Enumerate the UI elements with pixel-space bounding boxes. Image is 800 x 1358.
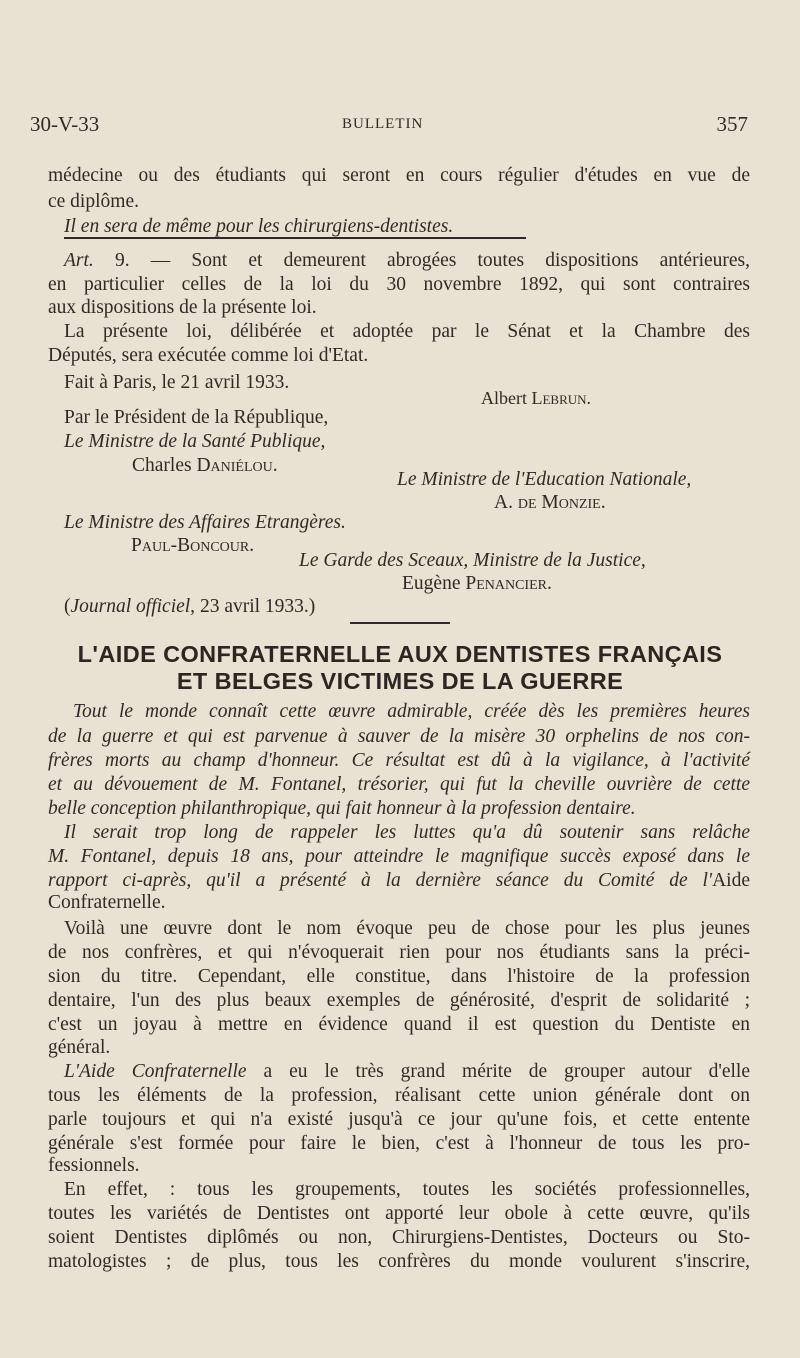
body-line: fessionnels.: [48, 1155, 140, 1176]
page-header: [30, 112, 748, 142]
journal-date: 23 avril 1933.): [195, 596, 316, 617]
signature-last-name: Penancier.: [465, 573, 552, 594]
body-line: toutes les variétés de Dentistes ont apporté leur obole à cette œuvre, qu'ils: [48, 1203, 750, 1224]
body-line: soient Dentistes diplômés ou non, Chirurgiens-Dentistes, Docteurs ou Sto-: [48, 1227, 750, 1248]
header-title: BULLETIN: [342, 116, 424, 132]
intro-italic-part: rapport ci-après, qu'il a présenté à la dernière séance du Comité de l': [48, 870, 713, 891]
article-title-line1: L'AIDE CONFRATERNELLE AUX DENTISTES FRANÇAIS: [77, 641, 723, 667]
body-line: Voilà une œuvre dont le nom évoque peu de chose pour les plus jeunes: [64, 918, 750, 939]
body-line: de nos confrères, et qui n'évoquerait rien pour nos étudiants sans la préci-: [48, 942, 750, 963]
text-line: aux dispositions de la présente loi.: [48, 297, 317, 318]
signature-last-name: de Monzie.: [517, 492, 606, 513]
intro-line: de la guerre et qui est parvenue à sauver de la misère 30 orphelins de nos con-: [48, 726, 750, 747]
signature-first-name: Charles: [132, 455, 197, 476]
article-text: 9. — Sont et demeurent abrogées toutes dispositions antérieures,: [114, 250, 750, 271]
body-line: parle toujours et qui n'a existé jusqu'à ce jour qu'une fois, et cette entente: [48, 1109, 750, 1130]
section-divider: [350, 622, 450, 624]
intro-line: belle conception philanthropique, qui fait honneur à la profession dentaire.: [48, 798, 636, 819]
text-line: La présente loi, délibérée et adoptée par le Sénat et la Chambre des: [64, 321, 750, 342]
article-title-line2: ET BELGES VICTIMES DE LA GUERRE: [176, 668, 624, 694]
journal-reference: [64, 597, 315, 617]
intro-line: et au dévouement de M. Fontanel, trésorier, qui fut la cheville ouvrière de cette: [48, 774, 750, 795]
signature-first-name: Albert: [481, 388, 532, 408]
intro-line: [48, 871, 750, 891]
intro-line: Tout le monde connaît cette œuvre admirable, créée dès les premières heures: [73, 701, 750, 722]
text-line: en particulier celles de la loi du 30 novembre 1892, qui sont contraires: [48, 274, 750, 295]
minister-justice-title: Le Garde des Sceaux, Ministre de la Justice,: [299, 550, 646, 571]
underline-rule: [64, 237, 526, 239]
signature-monzie: [494, 493, 606, 513]
text-line: [64, 251, 750, 271]
body-line: sion du titre. Cependant, elle constitue, dans l'histoire de la profession: [48, 966, 750, 987]
article-label: Art.: [64, 250, 94, 271]
signature-first-name: Eugène: [402, 573, 466, 594]
body-line: générale s'est formée pour faire le bien, c'est à l'honneur de tous les pro-: [48, 1133, 750, 1154]
body-line: matologistes ; de plus, tous les confrères du monde voulurent s'inscrire,: [48, 1251, 750, 1272]
signature-penancier: [402, 574, 552, 594]
text-line: médecine ou des étudiants qui seront en cours régulier d'études en vue de: [48, 165, 750, 186]
signature-boncour: Paul-Boncour.: [131, 535, 255, 556]
body-line: c'est un joyau à mettre en évidence quand il est question du Dentiste en: [48, 1014, 750, 1035]
journal-title: Journal officiel,: [70, 596, 196, 617]
signature-danielou: [132, 456, 278, 476]
intro-line: Confraternelle.: [48, 892, 166, 913]
italic-name: L'Aide Confraternelle: [64, 1061, 247, 1082]
intro-roman-part: Aide: [712, 870, 750, 891]
signature-last-name: Daniélou.: [196, 455, 278, 476]
body-line: tous les éléments de la profession, réalisant cette union générale dont on: [48, 1085, 750, 1106]
place-date-line: Fait à Paris, le 21 avril 1933.: [64, 372, 290, 393]
page-number: 357: [716, 112, 748, 136]
intro-line: frères morts au champ d'honneur. Ce résultat est dû à la vigilance, à l'activité: [48, 750, 750, 771]
body-line: général.: [48, 1037, 111, 1058]
intro-line: Il serait trop long de rappeler les luttes qu'a dû soutenir sans relâche: [64, 822, 750, 843]
body-line: dentaire, l'un des plus beaux exemples de générosité, d'esprit de solidarité ;: [48, 990, 750, 1011]
body-text: a eu le très grand mérite de grouper autour d'elle: [246, 1061, 750, 1082]
body-line: [64, 1062, 750, 1082]
body-line: En effet, : tous les groupements, toutes les sociétés professionnelles,: [64, 1179, 750, 1200]
signature-first-name: A.: [494, 492, 518, 513]
minister-education-title: Le Ministre de l'Education Nationale,: [397, 469, 692, 490]
text-line-italic: Il en sera de même pour les chirurgiens-dentistes.: [64, 216, 454, 237]
text-line: ce diplôme.: [48, 191, 139, 212]
text-line: Députés, sera exécutée comme loi d'Etat.: [48, 345, 369, 366]
header-date: 30-V-33: [30, 112, 100, 136]
minister-affaires-title: Le Ministre des Affaires Etrangères.: [64, 512, 346, 533]
paren: (: [64, 596, 71, 617]
signature-last-name: Lebrun.: [531, 388, 592, 408]
intro-line: M. Fontanel, depuis 18 ans, pour atteindre le magnifique succès exposé dans le: [48, 846, 750, 867]
minister-sante-title: Le Ministre de la Santé Publique,: [64, 431, 326, 452]
signature-lebrun: [481, 389, 591, 407]
president-line: Par le Président de la République,: [64, 407, 329, 428]
